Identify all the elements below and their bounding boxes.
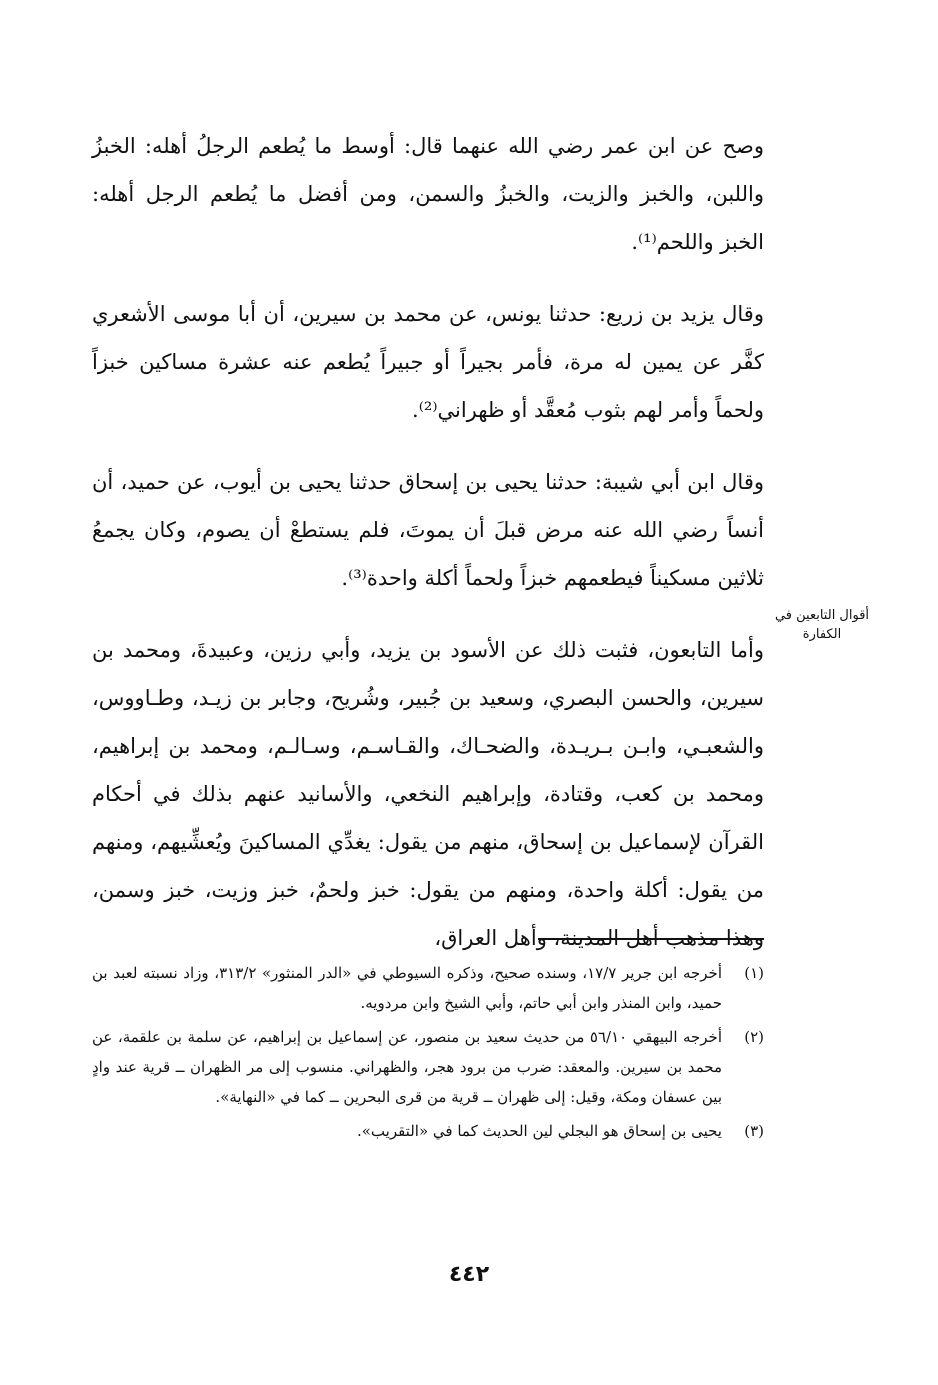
footnotes (92, 958, 764, 1150)
paragraph-1: وصح عن ابن عمر رضي الله عنهما قال: أوسط ما يُطعم الرجلُ أهله: الخبزُ واللبن، والخبز والزيت، والخبزُ والسمن، ومن أفضل ما يُطعم الرجل أهله: الخبز واللحم⁽¹⁾. (92, 134, 764, 254)
paragraph-4: وأما التابعون، فثبت ذلك عن الأسود بن يزيد، وأبي رزين، وعبيدةَ، ومحمد بن سيرين، والحسن البصري، وسعيد بن جُبير، وشُريح، وجابر بن زيـد، وطـاووس، والشعبـي، وابـن بـريـدة، والضحـاك، والقـاسـم، وسـالـم، ومحمد بن إبراهيم، ومحمد بن كعب، وقتادة، وإبراهيم النخعي، والأسانيد عنهم بذلك في أحكام القرآن لإسماعيل بن إسحاق، منهم من يقول: يغدِّي المساكينَ ويُعشِّيهم، ومنهم من يقول: أكلة واحدة، ومنهم من يقول: خبز ولحمٌ، خبز وزيت، خبز وسمن، وهذا مذهب أهل المدينة، وأهل العراق، (92, 638, 764, 950)
footnote-1 (92, 958, 764, 1018)
margin-note: أقوال التابعين في الكفارة (774, 608, 870, 642)
page-number: ٤٤٢ (448, 1262, 490, 1287)
paragraph-3: وقال ابن أبي شيبة: حدثنا يحيى بن إسحاق حدثنا يحيى بن أيوب، عن حميد، أن أنساً رضي الله عنه مرض قبلَ أن يموتَ، فلم يستطعْ أن يصوم، وكان يجمعُ ثلاثين مسكيناً فيطعمهم خبزاً ولحماً أكلة واحدة⁽³⁾. (92, 470, 764, 590)
footnote-2 (92, 1022, 764, 1112)
footnote-number: (١) (744, 964, 764, 982)
footnote-3 (92, 1116, 764, 1146)
footnote-text: أخرجه البيهقي ٥٦/١٠ من حديث سعيد بن منصور، عن إسماعيل بن إبراهيم، عن سلمة بن علقمة، عن محمد بن سيرين. والمعقد: ضرب من برود هجر، والظهراني. منسوب إلى مر الظهران ــ قرية عند وادٍ بين عسفان ومكة، وقيل: إلى ظهران ــ قرية من قرى البحرين ــ كما في «النهاية». (92, 1028, 722, 1106)
footnote-number: (٣) (744, 1122, 764, 1140)
footnote-text: يحيى بن إسحاق هو البجلي لين الحديث كما في «التقريب». (356, 1122, 722, 1140)
footnote-number: (٢) (744, 1028, 764, 1046)
footnote-separator (538, 938, 764, 940)
paragraph-2: وقال يزيد بن زريع: حدثنا يونس، عن محمد بن سيرين، أن أبا موسى الأشعري كفَّر عن يمين له مرة، فأمر بجيراً أو جبيراً يُطعم عنه عشرة مساكين خبزاً ولحماً وأمر لهم بثوب مُعقَّد أو ظهراني⁽²⁾. (92, 302, 764, 422)
main-text (92, 122, 764, 962)
footnote-text: أخرجه ابن جرير ١٧/٧، وسنده صحيح، وذكره السيوطي في «الدر المنثور» ٣١٣/٢، وزاد نسبته لعبد بن حميد، وابن المنذر وابن أبي حاتم، وأبي الشيخ وابن مردويه. (92, 964, 722, 1012)
